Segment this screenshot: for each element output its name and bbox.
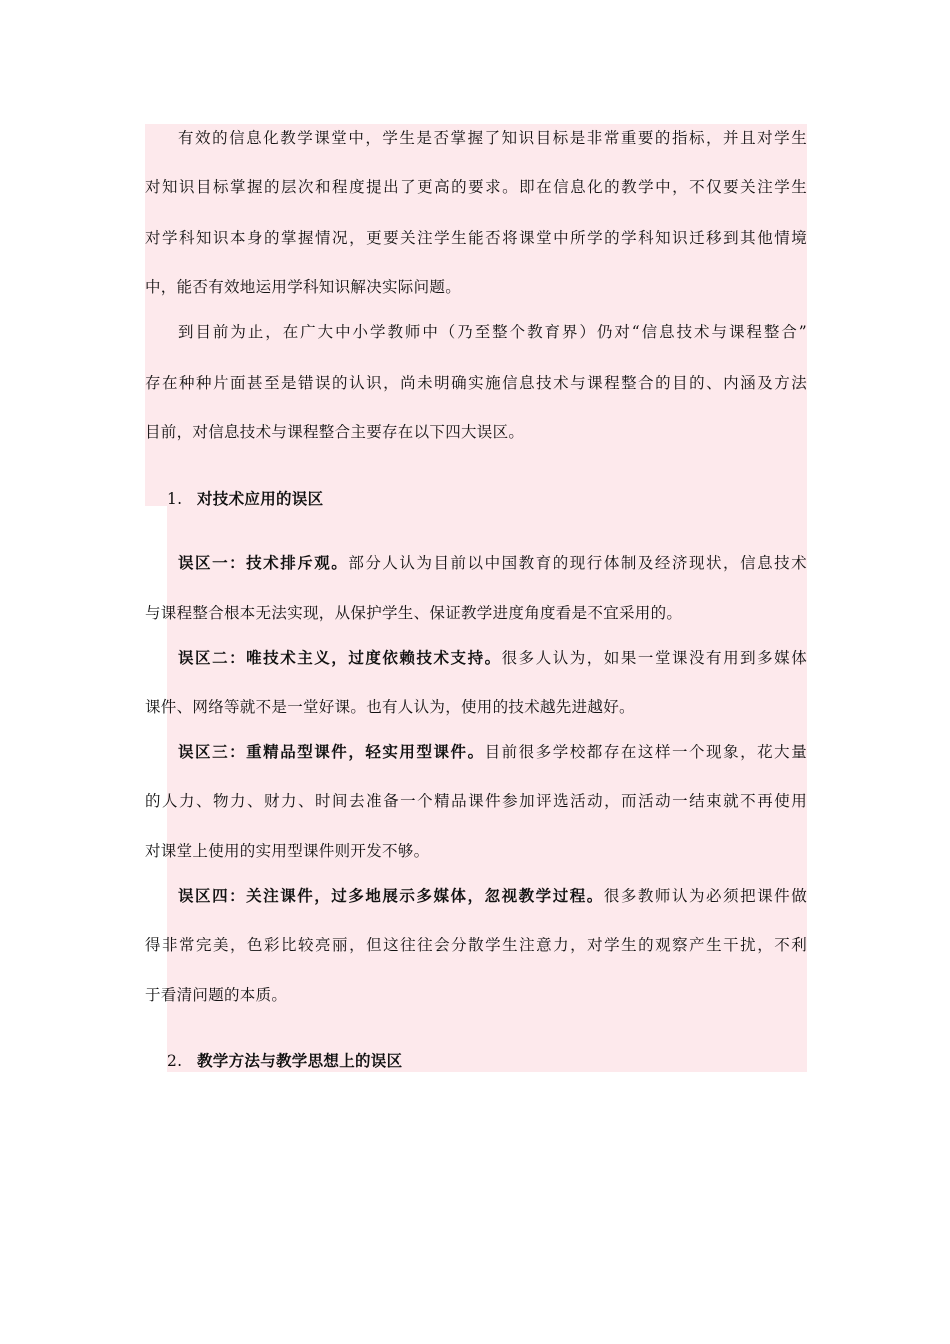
myth-2-line-1 (178, 646, 807, 670)
myth-3-title: 误区三：重精品型课件，轻实用型课件。 (178, 742, 485, 761)
section-heading-1-text: 对技术应用的误区 (197, 489, 324, 508)
myth-1-text: 部分人认为目前以中国教育的现行体制及经济现状，信息技术 (348, 554, 807, 572)
myth-2-title: 误区二：唯技术主义，过度依赖技术支持。 (178, 648, 502, 667)
highlight-block-middle (167, 448, 807, 1008)
section-heading-2-text: 教学方法与教学思想上的误区 (197, 1051, 403, 1070)
myth-4-line-3: 于看清问题的本质。 (145, 986, 288, 1004)
myth-4-line-2: 得非常完美，色彩比较亮丽，但这往往会分散学生注意力，对学生的观察产生干扰，不利 (145, 936, 807, 954)
myth-3-text: 目前很多学校都存在这样一个现象，花大量 (484, 743, 807, 761)
paragraph-2-line-2: 存在种种片面甚至是错误的认识，尚未明确实施信息技术与课程整合的目的、内涵及方法 (145, 374, 807, 392)
myth-1-line-2: 与课程整合根本无法实现，从保护学生、保证教学进度角度看是不宜采用的。 (145, 604, 683, 622)
paragraph-1-line-3: 对学科知识本身的掌握情况，更要关注学生能否将课堂中所学的学科知识迁移到其他情境 (145, 229, 807, 247)
myth-2-text: 很多人认为，如果一堂课没有用到多媒体 (501, 649, 807, 667)
section-heading-1 (167, 487, 807, 511)
paragraph-1-line-2: 对知识目标掌握的层次和程度提出了更高的要求。即在信息化的教学中，不仅要关注学生 (145, 178, 807, 196)
paragraph-1-line-4: 中，能否有效地运用学科知识解决实际问题。 (145, 278, 462, 296)
highlight-block-left-strip (145, 448, 167, 506)
myth-3-line-1 (178, 740, 807, 764)
myth-4-text: 很多教师认为必须把课件做 (603, 887, 807, 905)
section-heading-2 (167, 1049, 807, 1073)
myth-1-line-1 (178, 551, 807, 575)
myth-1-title: 误区一：技术排斥观。 (178, 553, 349, 572)
myth-2-line-2: 课件、网络等就不是一堂好课。也有人认为，使用的技术越先进越好。 (145, 698, 635, 716)
paragraph-2-line-3: 目前，对信息技术与课程整合主要存在以下四大误区。 (145, 423, 525, 441)
myth-3-line-2: 的人力、物力、财力、时间去准备一个精品课件参加评选活动，而活动一结束就不再使用 (145, 792, 807, 810)
section-heading-2-number: 2. (167, 1052, 183, 1070)
myth-4-title: 误区四：关注课件，过多地展示多媒体，忽视教学过程。 (178, 886, 604, 905)
myth-3-line-3: 对课堂上使用的实用型课件则开发不够。 (145, 842, 430, 860)
paragraph-2-line-1: 到目前为止，在广大中小学教师中（乃至整个教育界）仍对“信息技术与课程整合” (178, 323, 807, 341)
myth-4-line-1 (178, 884, 807, 908)
section-heading-1-number: 1. (167, 490, 183, 508)
paragraph-1-line-1: 有效的信息化教学课堂中，学生是否掌握了知识目标是非常重要的指标，并且对学生 (178, 129, 807, 147)
